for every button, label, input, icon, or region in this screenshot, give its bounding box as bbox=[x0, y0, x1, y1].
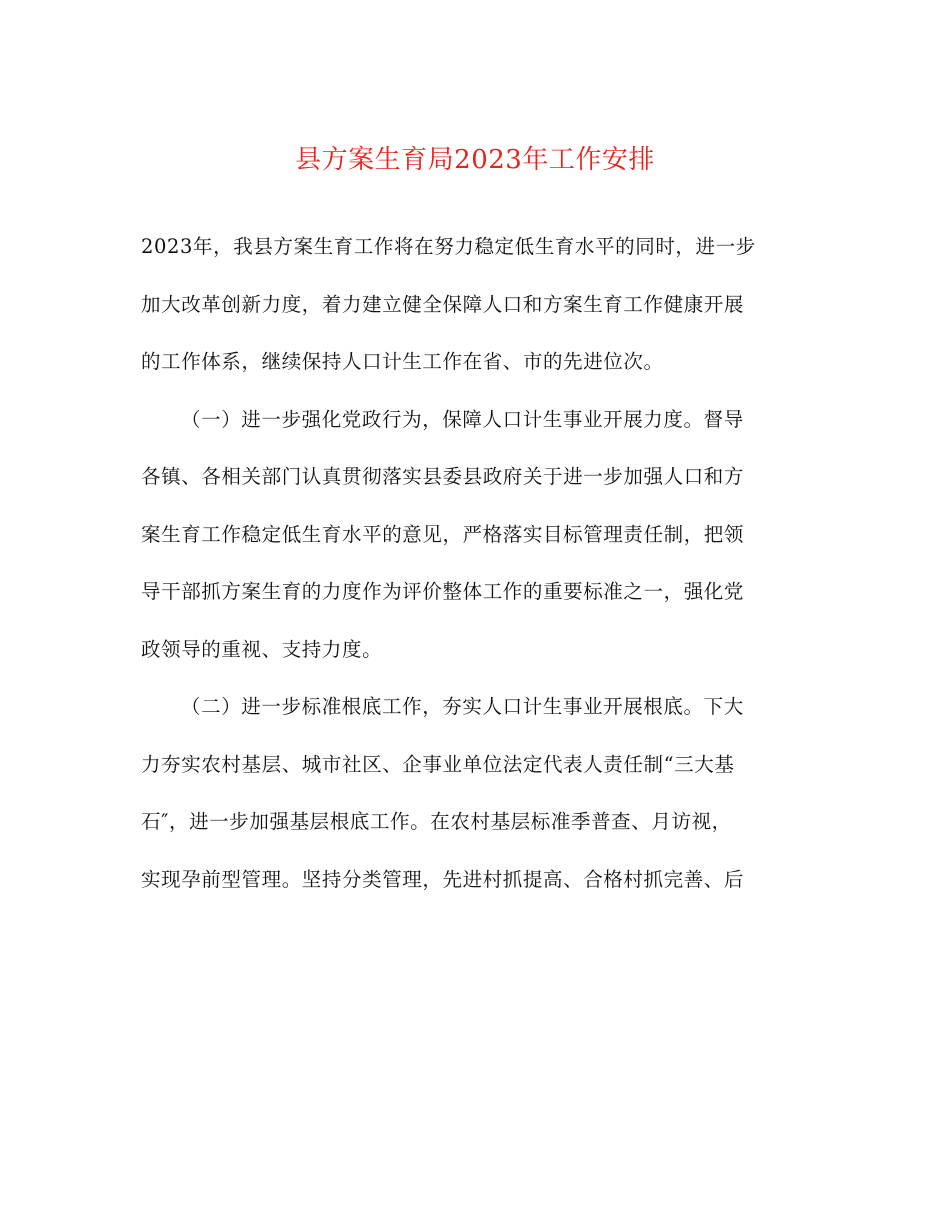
body-line: 2023年，我县方案生育工作将在努力稳定低生育水平的同时，进一步 bbox=[141, 235, 756, 258]
body-line: 案生育工作稳定低生育水平的意见，严格落实目标管理责任制，把领 bbox=[141, 522, 745, 546]
body-line: 力夯实农村基层、城市社区、企事业单位法定代表人责任制“三大基 bbox=[141, 752, 735, 776]
body-line: 的工作体系，继续保持人口计生工作在省、市的先进位次。 bbox=[141, 350, 664, 373]
document-body bbox=[141, 227, 801, 917]
document-title: 县方案生育局2023年工作安排 bbox=[295, 145, 655, 175]
body-line: 石″，进一步加强基层根底工作。在农村基层标准季普查、月访视， bbox=[141, 810, 732, 833]
body-line: 政领导的重视、支持力度。 bbox=[141, 637, 383, 661]
body-line: 加大改革创新力度，着力建立健全保障人口和方案生育工作健康开展 bbox=[141, 292, 745, 316]
body-line: 各镇、各相关部门认真贯彻落实县委县政府关于进一步加强人口和方 bbox=[141, 465, 745, 488]
section-two-heading-line: （二）进一步标准根底工作，夯实人口计生事业开展根底。下大 bbox=[181, 695, 744, 718]
body-line: 实现孕前型管理。坚持分类管理，先进村抓提高、合格村抓完善、后 bbox=[141, 867, 745, 891]
section-one-heading-line: （一）进一步强化党政行为，保障人口计生事业开展力度。督导 bbox=[181, 407, 744, 431]
body-line: 导干部抓方案生育的力度作为评价整体工作的重要标准之一，强化党 bbox=[141, 580, 745, 603]
